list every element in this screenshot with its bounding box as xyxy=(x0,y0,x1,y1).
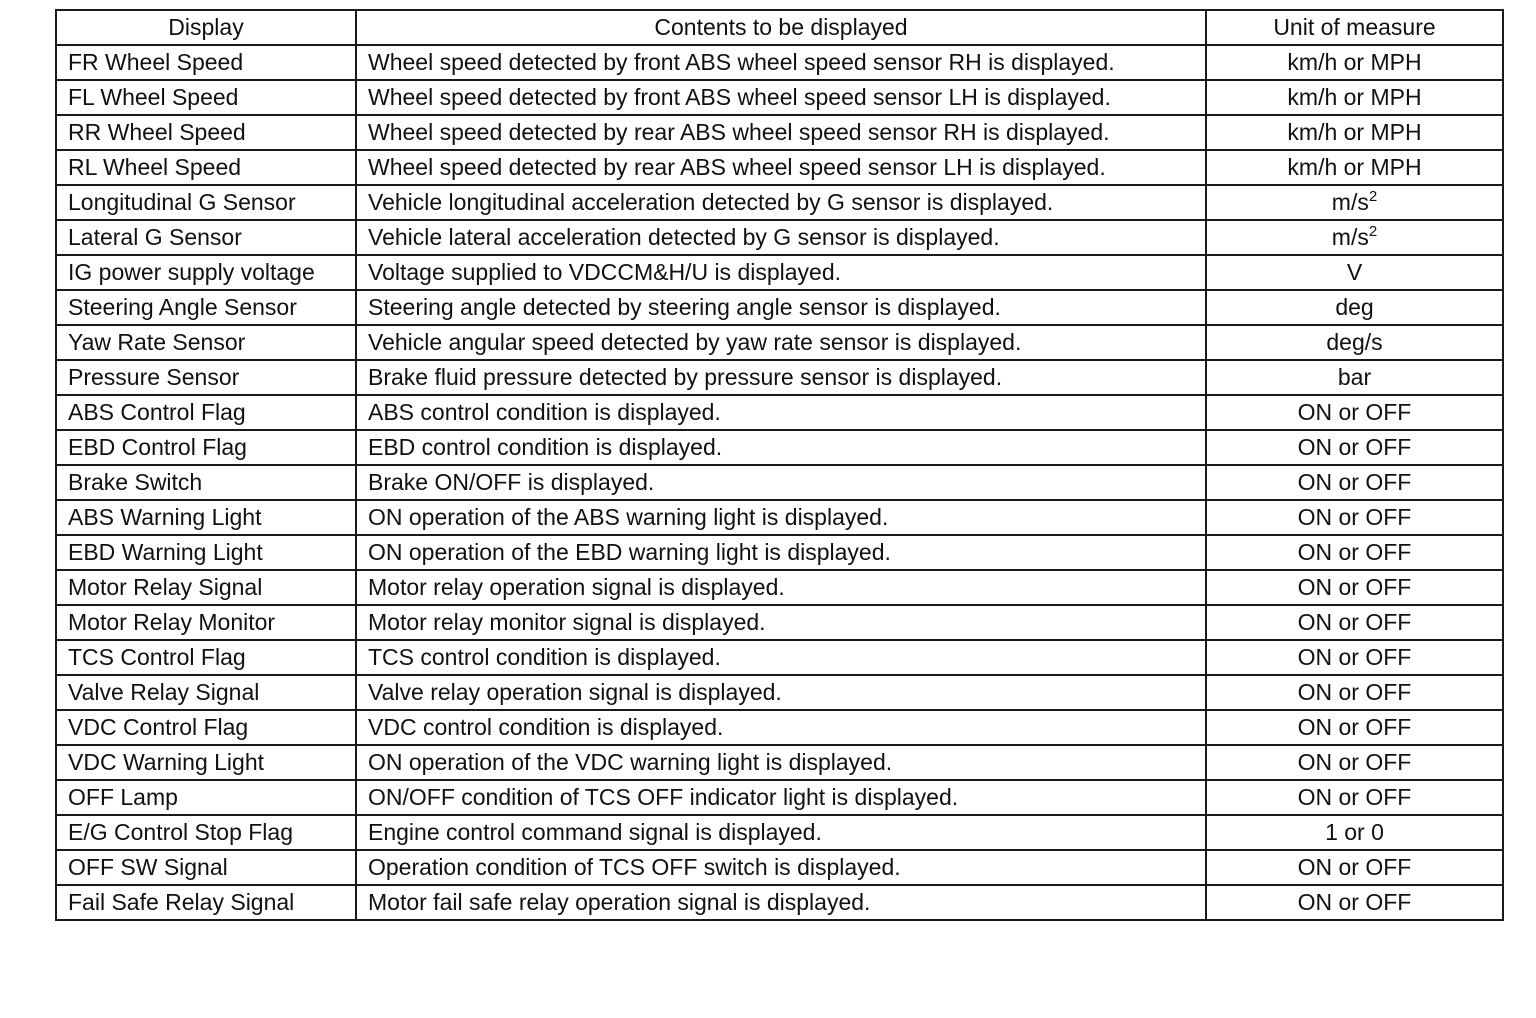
cell-contents: TCS control condition is displayed. xyxy=(356,640,1206,675)
cell-contents: VDC control condition is displayed. xyxy=(356,710,1206,745)
cell-contents: Vehicle longitudinal acceleration detected by G sensor is displayed. xyxy=(356,185,1206,220)
table-row xyxy=(56,885,1503,920)
table-row xyxy=(56,745,1503,780)
table-row xyxy=(56,605,1503,640)
table-row xyxy=(56,185,1503,220)
table-body xyxy=(56,45,1503,920)
cell-contents: Motor fail safe relay operation signal is displayed. xyxy=(356,885,1206,920)
unit-text: ON or OFF xyxy=(1297,539,1412,565)
data-monitor-table xyxy=(55,9,1504,921)
table-row xyxy=(56,570,1503,605)
table-row xyxy=(56,710,1503,745)
unit-text: deg/s xyxy=(1326,329,1383,355)
cell-contents: Motor relay operation signal is displayed. xyxy=(356,570,1206,605)
cell-display: Yaw Rate Sensor xyxy=(56,325,356,360)
table-row xyxy=(56,115,1503,150)
header-row xyxy=(56,10,1503,45)
cell-display: FL Wheel Speed xyxy=(56,80,356,115)
cell-unit xyxy=(1206,570,1503,605)
unit-text: km/h or MPH xyxy=(1287,84,1422,110)
table-row xyxy=(56,360,1503,395)
cell-unit xyxy=(1206,885,1503,920)
table-row xyxy=(56,780,1503,815)
unit-text: km/h or MPH xyxy=(1287,49,1422,75)
table-row xyxy=(56,465,1503,500)
cell-display: Lateral G Sensor xyxy=(56,220,356,255)
unit-text: ON or OFF xyxy=(1297,469,1412,495)
cell-unit xyxy=(1206,150,1503,185)
table-row xyxy=(56,815,1503,850)
cell-display: Longitudinal G Sensor xyxy=(56,185,356,220)
unit-superscript: 2 xyxy=(1368,188,1378,205)
cell-display: RL Wheel Speed xyxy=(56,150,356,185)
unit-text: ON or OFF xyxy=(1297,644,1412,670)
cell-unit xyxy=(1206,395,1503,430)
unit-text: deg xyxy=(1335,294,1374,320)
cell-display: Motor Relay Signal xyxy=(56,570,356,605)
cell-display: FR Wheel Speed xyxy=(56,45,356,80)
cell-unit xyxy=(1206,780,1503,815)
table-row xyxy=(56,430,1503,465)
cell-unit xyxy=(1206,290,1503,325)
unit-text: ON or OFF xyxy=(1297,714,1412,740)
cell-unit xyxy=(1206,710,1503,745)
unit-text: m/s xyxy=(1331,224,1369,250)
cell-contents: Motor relay monitor signal is displayed. xyxy=(356,605,1206,640)
cell-unit xyxy=(1206,535,1503,570)
unit-text: ON or OFF xyxy=(1297,749,1412,775)
table-row xyxy=(56,500,1503,535)
table-header xyxy=(56,10,1503,45)
cell-contents: Vehicle angular speed detected by yaw rate sensor is displayed. xyxy=(356,325,1206,360)
cell-contents: ABS control condition is displayed. xyxy=(356,395,1206,430)
cell-display: Brake Switch xyxy=(56,465,356,500)
cell-unit xyxy=(1206,360,1503,395)
cell-display: Fail Safe Relay Signal xyxy=(56,885,356,920)
cell-unit xyxy=(1206,430,1503,465)
cell-unit xyxy=(1206,640,1503,675)
cell-display: TCS Control Flag xyxy=(56,640,356,675)
cell-contents: Operation condition of TCS OFF switch is displayed. xyxy=(356,850,1206,885)
cell-display: E/G Control Stop Flag xyxy=(56,815,356,850)
table-row xyxy=(56,395,1503,430)
cell-unit xyxy=(1206,500,1503,535)
cell-unit xyxy=(1206,675,1503,710)
cell-unit xyxy=(1206,850,1503,885)
cell-display: Pressure Sensor xyxy=(56,360,356,395)
header-display: Display xyxy=(56,10,356,45)
cell-unit xyxy=(1206,115,1503,150)
unit-superscript: 2 xyxy=(1368,223,1378,240)
cell-contents: Engine control command signal is displayed. xyxy=(356,815,1206,850)
unit-text: ON or OFF xyxy=(1297,854,1412,880)
unit-text: ON or OFF xyxy=(1297,889,1412,915)
cell-display: RR Wheel Speed xyxy=(56,115,356,150)
cell-display: OFF SW Signal xyxy=(56,850,356,885)
cell-contents: Wheel speed detected by front ABS wheel speed sensor LH is displayed. xyxy=(356,80,1206,115)
cell-contents: EBD control condition is displayed. xyxy=(356,430,1206,465)
unit-text: km/h or MPH xyxy=(1287,119,1422,145)
cell-display: Valve Relay Signal xyxy=(56,675,356,710)
unit-text: ON or OFF xyxy=(1297,609,1412,635)
unit-text: ON or OFF xyxy=(1297,434,1412,460)
unit-text: 1 or 0 xyxy=(1325,819,1384,845)
unit-text: ON or OFF xyxy=(1297,679,1412,705)
cell-display: Steering Angle Sensor xyxy=(56,290,356,325)
table-row xyxy=(56,325,1503,360)
cell-display: VDC Warning Light xyxy=(56,745,356,780)
cell-display: OFF Lamp xyxy=(56,780,356,815)
cell-contents: Voltage supplied to VDCCM&H/U is displayed. xyxy=(356,255,1206,290)
unit-text: km/h or MPH xyxy=(1287,154,1422,180)
cell-contents: Wheel speed detected by rear ABS wheel speed sensor LH is displayed. xyxy=(356,150,1206,185)
cell-unit xyxy=(1206,45,1503,80)
table-row xyxy=(56,850,1503,885)
cell-unit xyxy=(1206,325,1503,360)
unit-text: V xyxy=(1346,259,1363,285)
cell-contents: Brake ON/OFF is displayed. xyxy=(356,465,1206,500)
table-row xyxy=(56,45,1503,80)
cell-contents: ON operation of the VDC warning light is displayed. xyxy=(356,745,1206,780)
cell-contents: Brake fluid pressure detected by pressure sensor is displayed. xyxy=(356,360,1206,395)
header-contents: Contents to be displayed xyxy=(356,10,1206,45)
unit-text: ON or OFF xyxy=(1297,504,1412,530)
unit-text: m/s xyxy=(1331,189,1369,215)
cell-contents: ON operation of the ABS warning light is displayed. xyxy=(356,500,1206,535)
cell-display: IG power supply voltage xyxy=(56,255,356,290)
unit-text: ON or OFF xyxy=(1297,399,1412,425)
cell-unit xyxy=(1206,220,1503,255)
cell-contents: Valve relay operation signal is displayed. xyxy=(356,675,1206,710)
unit-text: ON or OFF xyxy=(1297,784,1412,810)
table-row xyxy=(56,220,1503,255)
cell-display: ABS Control Flag xyxy=(56,395,356,430)
cell-contents: Wheel speed detected by rear ABS wheel speed sensor RH is displayed. xyxy=(356,115,1206,150)
cell-unit xyxy=(1206,815,1503,850)
cell-display: Motor Relay Monitor xyxy=(56,605,356,640)
cell-unit xyxy=(1206,185,1503,220)
cell-display: VDC Control Flag xyxy=(56,710,356,745)
unit-text: ON or OFF xyxy=(1297,574,1412,600)
header-unit: Unit of measure xyxy=(1206,10,1503,45)
cell-unit xyxy=(1206,605,1503,640)
table-row xyxy=(56,255,1503,290)
table-row xyxy=(56,535,1503,570)
table-row xyxy=(56,150,1503,185)
cell-contents: Wheel speed detected by front ABS wheel speed sensor RH is displayed. xyxy=(356,45,1206,80)
cell-contents: Vehicle lateral acceleration detected by G sensor is displayed. xyxy=(356,220,1206,255)
table-row xyxy=(56,290,1503,325)
cell-contents: Steering angle detected by steering angle sensor is displayed. xyxy=(356,290,1206,325)
cell-display: EBD Control Flag xyxy=(56,430,356,465)
cell-unit xyxy=(1206,255,1503,290)
unit-text: bar xyxy=(1337,364,1372,390)
cell-display: EBD Warning Light xyxy=(56,535,356,570)
cell-contents: ON/OFF condition of TCS OFF indicator light is displayed. xyxy=(356,780,1206,815)
cell-contents: ON operation of the EBD warning light is displayed. xyxy=(356,535,1206,570)
table-row xyxy=(56,640,1503,675)
table-row xyxy=(56,80,1503,115)
cell-unit xyxy=(1206,465,1503,500)
cell-display: ABS Warning Light xyxy=(56,500,356,535)
cell-unit xyxy=(1206,80,1503,115)
table-row xyxy=(56,675,1503,710)
cell-unit xyxy=(1206,745,1503,780)
